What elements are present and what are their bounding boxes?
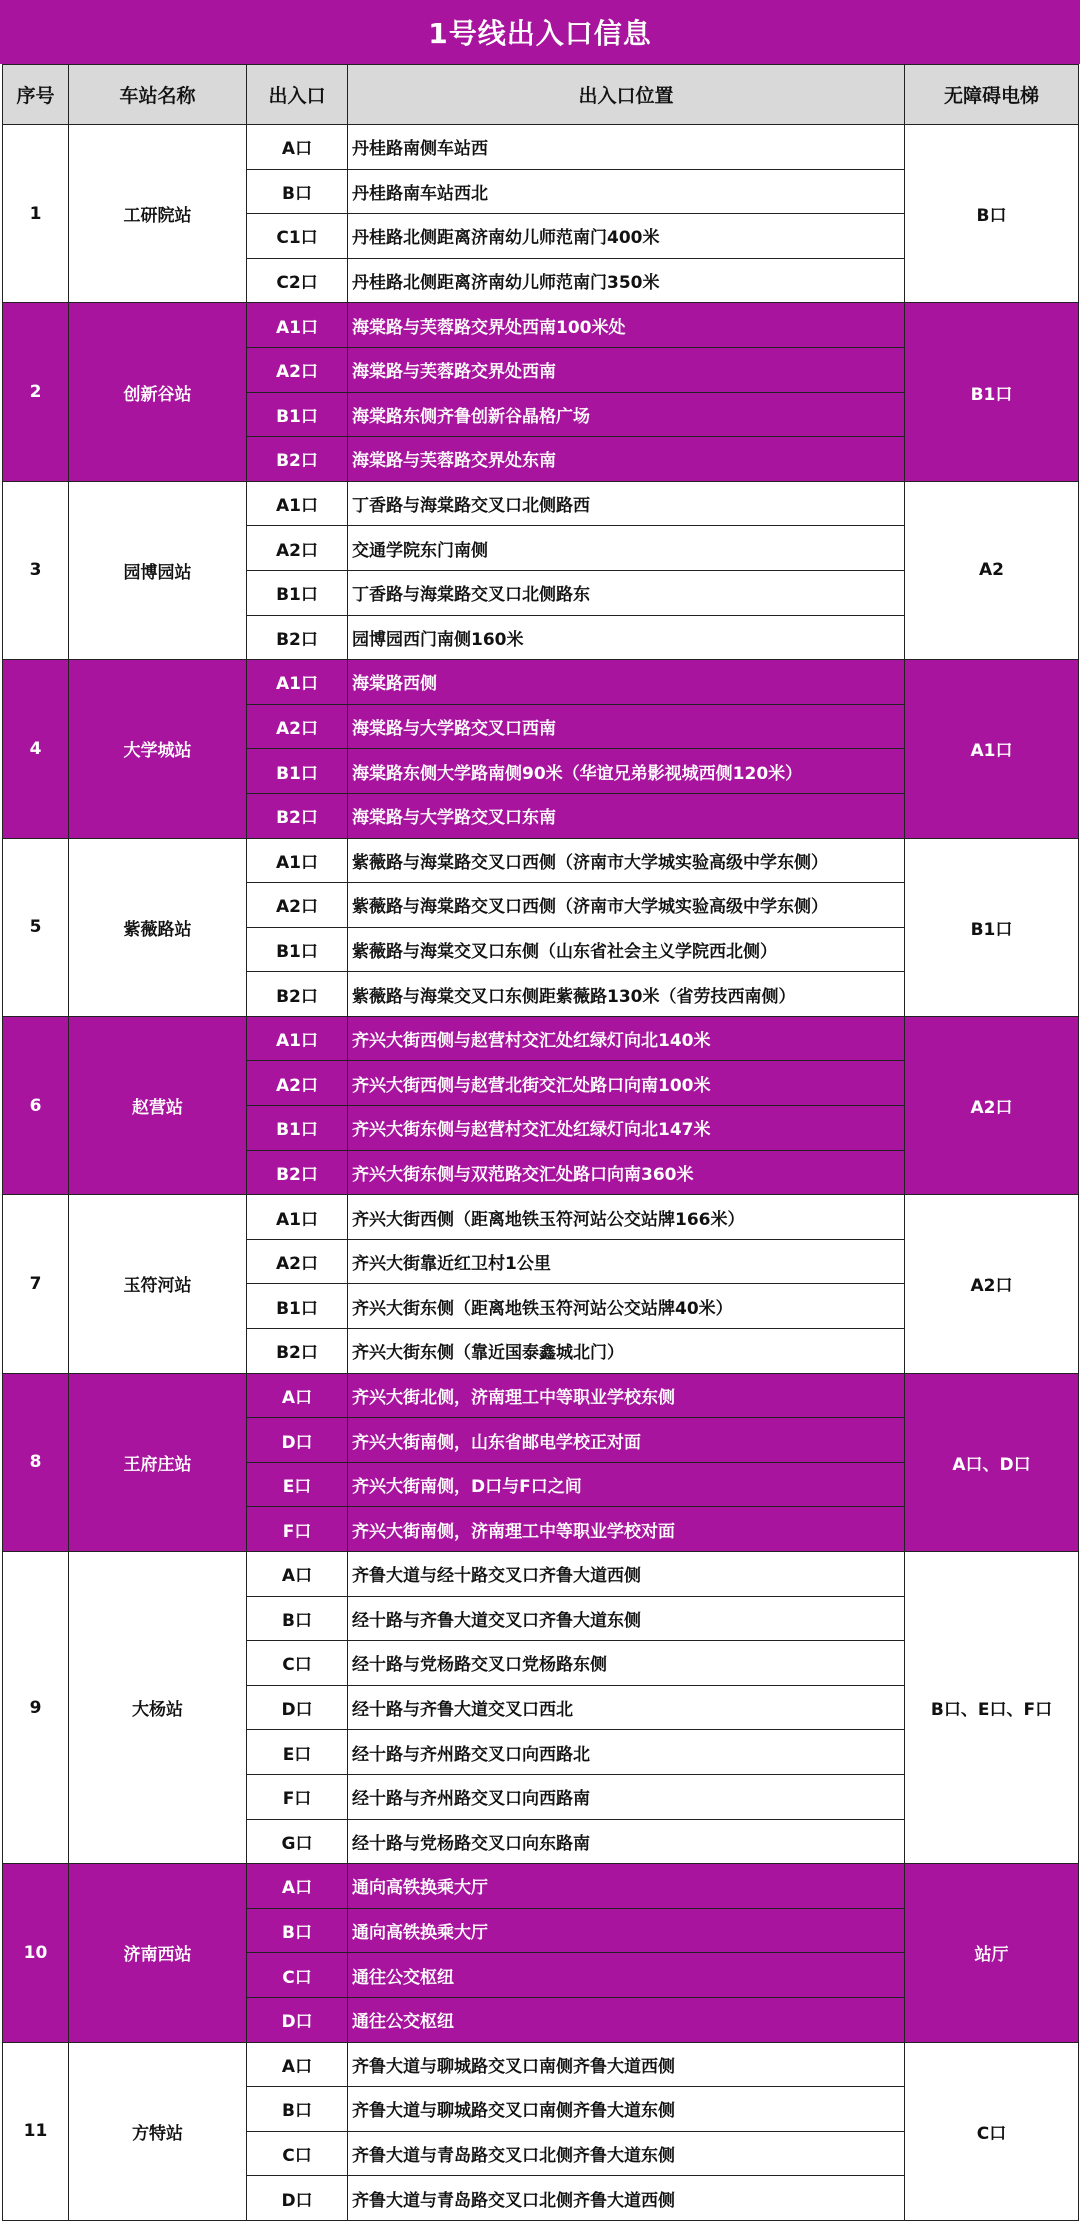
station-group xyxy=(3,125,1079,303)
station-number: 1 xyxy=(3,125,69,303)
exit-code: B1口 xyxy=(247,1284,348,1329)
station-group xyxy=(3,303,1079,481)
table-row xyxy=(3,1552,1079,1597)
table-row xyxy=(3,1195,1079,1240)
station-group xyxy=(3,838,1079,1016)
exit-code: B口 xyxy=(247,2087,348,2132)
exit-location: 齐兴大街东侧与赵营村交汇处红绿灯向北147米 xyxy=(348,1106,905,1151)
station-number: 7 xyxy=(3,1195,69,1373)
exit-location: 齐兴大街南侧，山东省邮电学校正对面 xyxy=(348,1418,905,1463)
header-exit: 出入口 xyxy=(247,65,348,125)
exit-code: A1口 xyxy=(247,481,348,526)
exit-location: 经十路与党杨路交叉口党杨路东侧 xyxy=(348,1641,905,1686)
exit-location: 紫薇路与海棠交叉口东侧距紫薇路130米（省劳技西南侧） xyxy=(348,972,905,1017)
exit-location: 齐兴大街东侧与双范路交汇处路口向南360米 xyxy=(348,1150,905,1195)
exit-location: 齐兴大街北侧，济南理工中等职业学校东侧 xyxy=(348,1373,905,1418)
exit-location: 海棠路东侧齐鲁创新谷晶格广场 xyxy=(348,392,905,437)
station-group xyxy=(3,481,1079,659)
exit-location: 经十路与齐鲁大道交叉口西北 xyxy=(348,1685,905,1730)
exit-code: B2口 xyxy=(247,1150,348,1195)
exit-location: 通往公交枢纽 xyxy=(348,1953,905,1998)
station-number: 8 xyxy=(3,1373,69,1551)
station-group xyxy=(3,1016,1079,1194)
exit-location: 经十路与齐鲁大道交叉口齐鲁大道东侧 xyxy=(348,1596,905,1641)
exit-location: 齐鲁大道与聊城路交叉口南侧齐鲁大道东侧 xyxy=(348,2087,905,2132)
exit-location: 齐兴大街东侧（距离地铁玉符河站公交站牌40米） xyxy=(348,1284,905,1329)
exit-location: 交通学院东门南侧 xyxy=(348,526,905,571)
exit-code: B1口 xyxy=(247,392,348,437)
exit-code: B2口 xyxy=(247,793,348,838)
header-number: 序号 xyxy=(3,65,69,125)
exit-location: 丁香路与海棠路交叉口北侧路东 xyxy=(348,570,905,615)
exit-location: 齐兴大街西侧与赵营北街交汇处路口向南100米 xyxy=(348,1061,905,1106)
table-row xyxy=(3,660,1079,705)
exit-location: 园博园西门南侧160米 xyxy=(348,615,905,660)
table-row xyxy=(3,125,1079,170)
exit-code: B口 xyxy=(247,1596,348,1641)
exit-location: 海棠路与芙蓉路交界处西南 xyxy=(348,347,905,392)
exit-location: 齐鲁大道与青岛路交叉口北侧齐鲁大道西侧 xyxy=(348,2176,905,2221)
accessible-elevator: 站厅 xyxy=(905,1864,1079,2042)
exit-location: 紫薇路与海棠交叉口东侧（山东省社会主义学院西北侧） xyxy=(348,927,905,972)
exit-location: 经十路与齐州路交叉口向西路北 xyxy=(348,1730,905,1775)
exit-code: A口 xyxy=(247,125,348,170)
station-number: 6 xyxy=(3,1016,69,1194)
exit-code: A口 xyxy=(247,1864,348,1909)
station-name: 工研院站 xyxy=(69,125,247,303)
accessible-elevator: C口 xyxy=(905,2042,1079,2220)
table-row xyxy=(3,1864,1079,1909)
exit-code: B2口 xyxy=(247,972,348,1017)
exit-code: F口 xyxy=(247,1774,348,1819)
station-group xyxy=(3,660,1079,838)
accessible-elevator: B口、E口、F口 xyxy=(905,1552,1079,1864)
exit-location: 经十路与党杨路交叉口向东路南 xyxy=(348,1819,905,1864)
accessible-elevator: A2 xyxy=(905,481,1079,659)
exit-location: 齐兴大街西侧与赵营村交汇处红绿灯向北140米 xyxy=(348,1016,905,1061)
station-number: 5 xyxy=(3,838,69,1016)
station-group xyxy=(3,1373,1079,1551)
exit-location: 海棠路东侧大学路南侧90米（华谊兄弟影视城西侧120米） xyxy=(348,749,905,794)
exit-location: 丹桂路南车站西北 xyxy=(348,169,905,214)
header-accessible-elevator: 无障碍电梯 xyxy=(905,65,1079,125)
station-number: 10 xyxy=(3,1864,69,2042)
exit-code: B2口 xyxy=(247,1329,348,1374)
accessible-elevator: A口、D口 xyxy=(905,1373,1079,1551)
station-name: 济南西站 xyxy=(69,1864,247,2042)
table-header xyxy=(3,65,1079,125)
exit-location: 海棠路与芙蓉路交界处西南100米处 xyxy=(348,303,905,348)
exit-code: A2口 xyxy=(247,704,348,749)
exit-code: E口 xyxy=(247,1462,348,1507)
station-name: 大学城站 xyxy=(69,660,247,838)
station-name: 王府庄站 xyxy=(69,1373,247,1551)
exit-code: A口 xyxy=(247,2042,348,2087)
accessible-elevator: A1口 xyxy=(905,660,1079,838)
exit-code: C2口 xyxy=(247,258,348,303)
exit-code: A口 xyxy=(247,1373,348,1418)
station-group xyxy=(3,2042,1079,2220)
exit-code: C口 xyxy=(247,2131,348,2176)
exit-location: 海棠路西侧 xyxy=(348,660,905,705)
station-number: 3 xyxy=(3,481,69,659)
exit-code: C1口 xyxy=(247,214,348,259)
accessible-elevator: A2口 xyxy=(905,1016,1079,1194)
exit-location: 丹桂路北侧距离济南幼儿师范南门400米 xyxy=(348,214,905,259)
table-row xyxy=(3,1016,1079,1061)
exit-location: 通往公交枢纽 xyxy=(348,1997,905,2042)
exit-location: 经十路与齐州路交叉口向西路南 xyxy=(348,1774,905,1819)
exit-location: 丁香路与海棠路交叉口北侧路西 xyxy=(348,481,905,526)
page-title: 1号线出入口信息 xyxy=(0,0,1080,64)
station-name: 方特站 xyxy=(69,2042,247,2220)
exit-code: D口 xyxy=(247,1685,348,1730)
exit-location: 齐鲁大道与青岛路交叉口北侧齐鲁大道东侧 xyxy=(348,2131,905,2176)
station-name: 大杨站 xyxy=(69,1552,247,1864)
header-row xyxy=(3,65,1079,125)
exit-code: B1口 xyxy=(247,927,348,972)
station-name: 赵营站 xyxy=(69,1016,247,1194)
station-group xyxy=(3,1195,1079,1373)
station-number: 4 xyxy=(3,660,69,838)
exit-code: A2口 xyxy=(247,526,348,571)
exit-code: A2口 xyxy=(247,1061,348,1106)
exit-location: 齐鲁大道与聊城路交叉口南侧齐鲁大道西侧 xyxy=(348,2042,905,2087)
exit-code: D口 xyxy=(247,1418,348,1463)
exit-code: C口 xyxy=(247,1641,348,1686)
station-number: 9 xyxy=(3,1552,69,1864)
exit-location: 齐兴大街靠近红卫村1公里 xyxy=(348,1239,905,1284)
exit-code: A1口 xyxy=(247,1016,348,1061)
station-name: 创新谷站 xyxy=(69,303,247,481)
exit-location: 丹桂路南侧车站西 xyxy=(348,125,905,170)
exit-code: A2口 xyxy=(247,1239,348,1284)
exit-code: B1口 xyxy=(247,570,348,615)
station-group xyxy=(3,1552,1079,1864)
exit-code: D口 xyxy=(247,2176,348,2221)
exit-location: 齐兴大街东侧（靠近国泰鑫城北门） xyxy=(348,1329,905,1374)
exit-code: F口 xyxy=(247,1507,348,1552)
header-exit-location: 出入口位置 xyxy=(348,65,905,125)
exit-location: 通向高铁换乘大厅 xyxy=(348,1864,905,1909)
exit-location: 齐兴大街南侧，济南理工中等职业学校对面 xyxy=(348,1507,905,1552)
exit-location: 海棠路与大学路交叉口西南 xyxy=(348,704,905,749)
exit-location: 通向高铁换乘大厅 xyxy=(348,1908,905,1953)
exit-code: C口 xyxy=(247,1953,348,1998)
table-row xyxy=(3,481,1079,526)
table-row xyxy=(3,1373,1079,1418)
station-group xyxy=(3,1864,1079,2042)
exit-code: A口 xyxy=(247,1552,348,1597)
exit-location: 齐兴大街西侧（距离地铁玉符河站公交站牌166米） xyxy=(348,1195,905,1240)
exit-code: B口 xyxy=(247,169,348,214)
exit-code: A2口 xyxy=(247,883,348,928)
exit-code: A1口 xyxy=(247,1195,348,1240)
exit-location: 海棠路与芙蓉路交界处东南 xyxy=(348,437,905,482)
exit-code: A1口 xyxy=(247,660,348,705)
exit-code: B口 xyxy=(247,1908,348,1953)
station-number: 11 xyxy=(3,2042,69,2220)
accessible-elevator: B1口 xyxy=(905,838,1079,1016)
table-row xyxy=(3,2042,1079,2087)
station-name: 玉符河站 xyxy=(69,1195,247,1373)
exit-code: A1口 xyxy=(247,303,348,348)
exit-code: B2口 xyxy=(247,615,348,660)
station-name: 紫薇路站 xyxy=(69,838,247,1016)
exit-code: G口 xyxy=(247,1819,348,1864)
exit-code: A1口 xyxy=(247,838,348,883)
exit-location: 紫薇路与海棠路交叉口西侧（济南市大学城实验高级中学东侧） xyxy=(348,883,905,928)
accessible-elevator: B口 xyxy=(905,125,1079,303)
accessible-elevator: B1口 xyxy=(905,303,1079,481)
exit-code: B1口 xyxy=(247,1106,348,1151)
table-row xyxy=(3,838,1079,883)
exit-code: A2口 xyxy=(247,347,348,392)
exit-code: B1口 xyxy=(247,749,348,794)
table-row xyxy=(3,303,1079,348)
header-station-name: 车站名称 xyxy=(69,65,247,125)
exit-code: D口 xyxy=(247,1997,348,2042)
exit-code: E口 xyxy=(247,1730,348,1775)
station-name: 园博园站 xyxy=(69,481,247,659)
exit-location: 海棠路与大学路交叉口东南 xyxy=(348,793,905,838)
accessible-elevator: A2口 xyxy=(905,1195,1079,1373)
exit-code: B2口 xyxy=(247,437,348,482)
exit-location: 齐鲁大道与经十路交叉口齐鲁大道西侧 xyxy=(348,1552,905,1597)
exit-location: 紫薇路与海棠路交叉口西侧（济南市大学城实验高级中学东侧） xyxy=(348,838,905,883)
station-number: 2 xyxy=(3,303,69,481)
exit-location: 丹桂路北侧距离济南幼儿师范南门350米 xyxy=(348,258,905,303)
exit-location: 齐兴大街南侧，D口与F口之间 xyxy=(348,1462,905,1507)
exit-info-table xyxy=(2,64,1079,2221)
